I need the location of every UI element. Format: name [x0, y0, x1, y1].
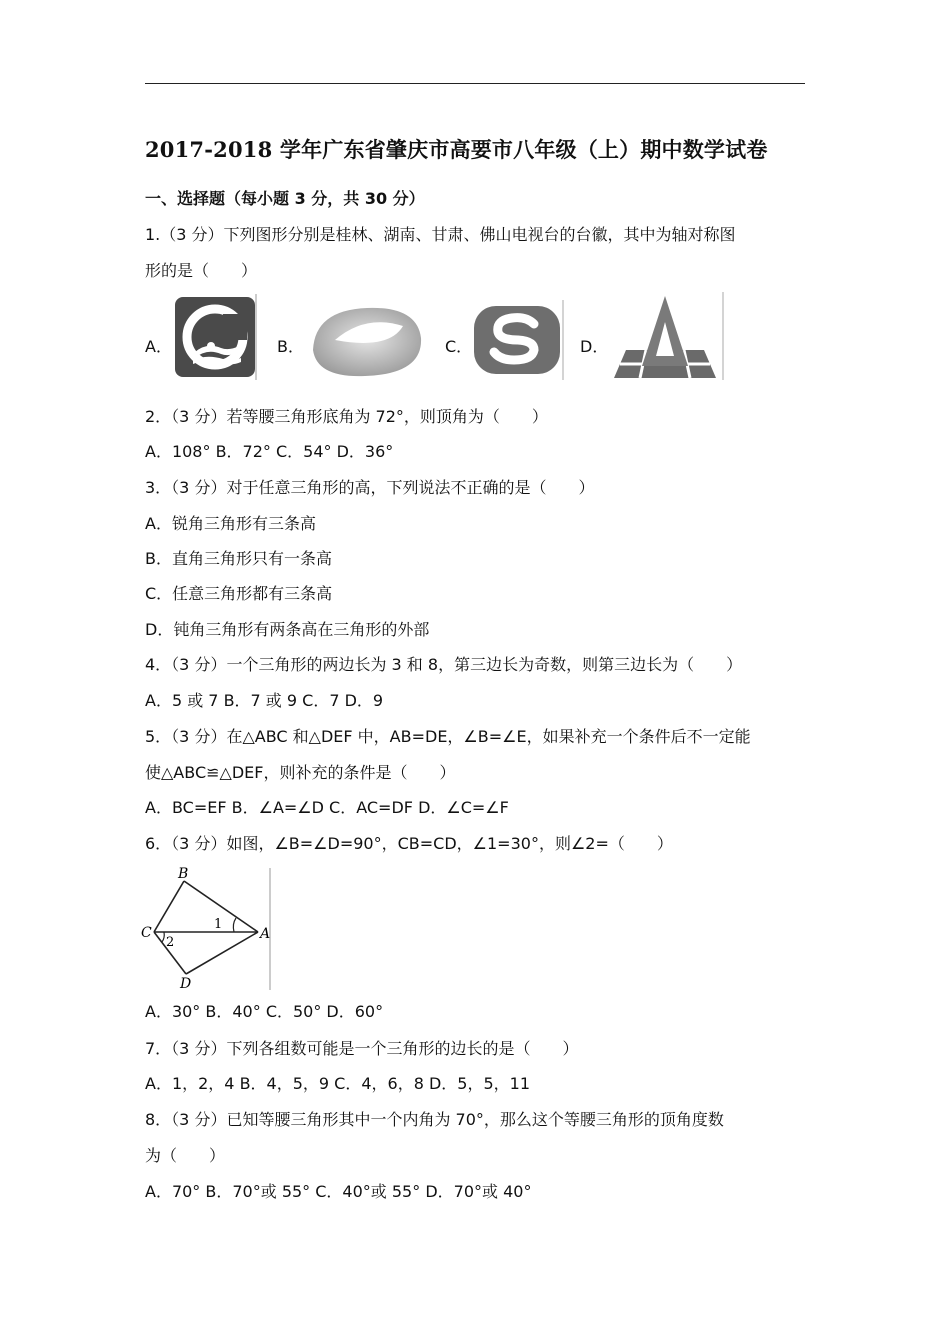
q6-label-d: D [180, 976, 192, 990]
q3-option-a: A．锐角三角形有三条高 [145, 514, 316, 533]
q4-stem: 4．（3 分）一个三角形的两边长为 3 和 8，第三边长为奇数，则第三边长为（ ） [145, 655, 743, 674]
page-title: 2017-2018 学年广东省肇庆市高要市八年级（上）期中数学试卷 [145, 137, 768, 162]
q1-option-d-label: D． [580, 337, 609, 356]
hunan-logo-image [305, 300, 425, 380]
q1-option-c-label: C． [445, 337, 473, 356]
gansu-logo-image [472, 300, 564, 380]
q8-stem-line1: 8．（3 分）已知等腰三角形其中一个内角为 70°，那么这个等腰三角形的顶角度数 [145, 1110, 724, 1129]
q6-label-a: A [260, 926, 271, 942]
q6-angle-2: 2 [166, 935, 175, 950]
q1-option-a-label: A． [145, 337, 172, 356]
q5-stem-line2: 使△ABC≌△DEF，则补充的条件是（ ） [145, 763, 456, 782]
q3-option-b: B．直角三角形只有一条高 [145, 549, 332, 568]
q3-option-c: C．任意三角形都有三条高 [145, 584, 333, 603]
q5-stem-line1: 5．（3 分）在△ABC 和△DEF 中，AB=DE，∠B=∠E，如果补充一个条件后不一定能 [145, 727, 751, 746]
guilin-logo-image [173, 294, 257, 380]
section-heading: 一、选择题（每小题 3 分，共 30 分） [145, 189, 425, 208]
q6-angle-1: 1 [214, 917, 223, 932]
q6-label-c: C [141, 925, 152, 941]
q1-stem-line2: 形的是（ ） [145, 261, 258, 280]
q6-figure [140, 864, 272, 990]
q3-stem: 3．（3 分）对于任意三角形的高，下列说法不正确的是（ ） [145, 478, 595, 497]
q7-stem: 7．（3 分）下列各组数可能是一个三角形的边长的是（ ） [145, 1039, 579, 1058]
q6-stem: 6．（3 分）如图，∠B=∠D=90°，CB=CD，∠1=30°，则∠2=（ ） [145, 834, 673, 853]
q8-options: A．70° B．70°或 55° C．40°或 55° D．70°或 40° [145, 1182, 532, 1201]
q6-options: A．30° B．40° C．50° D．60° [145, 1002, 384, 1021]
q6-label-b: B [178, 866, 189, 882]
q5-options: A．BC=EF B．∠A=∠D C．AC=DF D．∠C=∠F [145, 798, 509, 817]
q8-stem-line2: 为（ ） [145, 1146, 226, 1165]
q4-options: A．5 或 7 B．7 或 9 C．7 D．9 [145, 691, 384, 710]
q3-option-d: D．钝角三角形有两条高在三角形的外部 [145, 620, 430, 639]
foshan-logo-image [606, 292, 724, 380]
q7-options: A．1，2，4 B．4，5，9 C．4，6，8 D．5，5，11 [145, 1074, 531, 1093]
header-rule [145, 83, 805, 84]
q1-option-b-label: B． [277, 337, 304, 356]
q1-stem-line1: 1.（3 分）下列图形分别是桂林、湖南、甘肃、佛山电视台的台徽，其中为轴对称图 [145, 225, 736, 244]
q2-options: A．108° B．72° C．54° D．36° [145, 442, 394, 461]
q2-stem: 2．（3 分）若等腰三角形底角为 72°，则顶角为（ ） [145, 407, 548, 426]
